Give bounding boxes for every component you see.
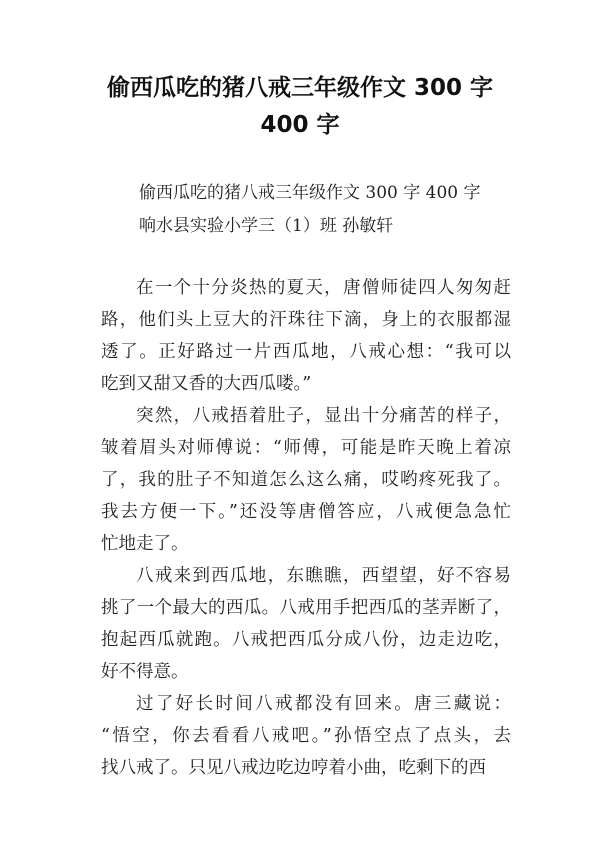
paragraph-4-line: 找八戒了。只见八戒边吃边哼着小曲，吃剩下的西 — [101, 758, 486, 778]
essay-body — [101, 272, 511, 784]
paragraph-3-line: 好不得意。 — [101, 662, 189, 682]
author-line: 响水县实验小学三（1）班 孙敏轩 — [139, 216, 394, 236]
paragraph-2-line: 皱着眉头对师傅说：“师傅，可能是昨天晚上着凉 — [101, 438, 511, 458]
paragraph-1-line: 吃到又甜又香的大西瓜喽。” — [101, 374, 312, 394]
paragraph-2-line: 忙地走了。 — [101, 534, 189, 554]
paragraph-3-line: 八戒来到西瓜地，东瞧瞧，西望望，好不容易 — [136, 566, 511, 586]
paragraph-1-line: 透了。正好路过一片西瓜地，八戒心想：“我可以 — [101, 342, 511, 362]
paragraph-2-line: 我去方便一下。”还没等唐僧答应，八戒便急急忙 — [101, 502, 511, 522]
paragraph-3-line: 抱起西瓜就跑。八戒把西瓜分成八份，边走边吃， — [101, 630, 511, 650]
paragraph-1-line: 在一个十分炎热的夏天，唐僧师徒四人匆匆赶 — [136, 278, 511, 298]
paragraph-1-line: 路，他们头上豆大的汗珠往下滴，身上的衣服都湿 — [101, 310, 511, 330]
paragraph-2-line: 了，我的肚子不知道怎么这么痛，哎哟疼死我了。 — [101, 470, 511, 490]
document-title-line-2: 400 字 — [260, 112, 340, 138]
paragraph-3-line: 挑了一个最大的西瓜。八戒用手把西瓜的茎弄断了， — [101, 598, 511, 618]
document-subtitle: 偷西瓜吃的猪八戒三年级作文 300 字 400 字 — [139, 183, 481, 203]
paragraph-4-line: 过了好长时间八戒都没有回来。唐三藏说： — [136, 694, 511, 714]
document-title-line-1: 偷西瓜吃的猪八戒三年级作文 300 字 — [106, 75, 494, 101]
paragraph-4-line: “悟空，你去看看八戒吧。”孙悟空点了点头，去 — [101, 726, 511, 746]
paragraph-2-line: 突然，八戒捂着肚子，显出十分痛苦的样子， — [136, 406, 511, 426]
